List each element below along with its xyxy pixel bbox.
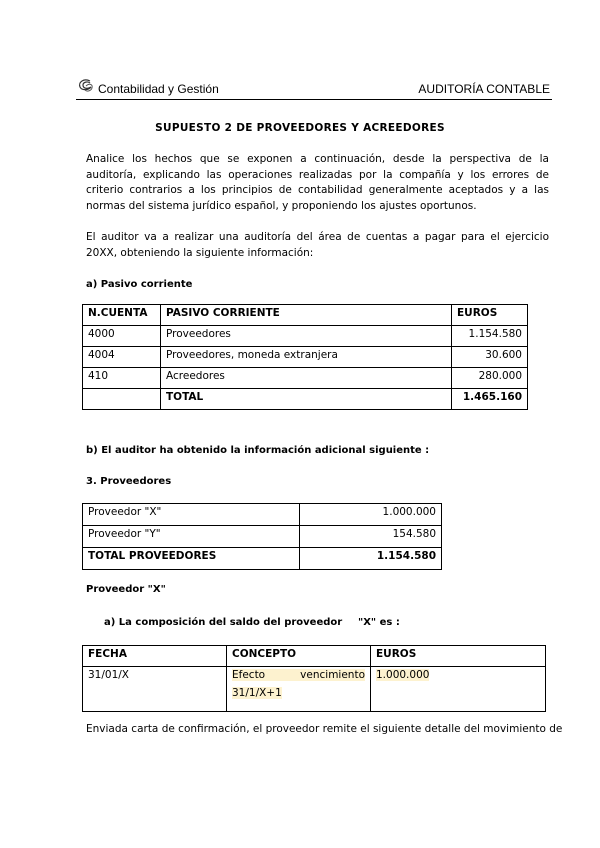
- table-total-row: [83, 548, 442, 570]
- section-b-heading: b) El auditor ha obtenido la información adicional siguiente :: [86, 445, 430, 456]
- column-header: EUROS: [371, 646, 546, 667]
- signature-logo-icon: [76, 78, 96, 94]
- section-name: AUDITORÍA CONTABLE: [418, 82, 550, 96]
- total-label: TOTAL: [161, 389, 452, 410]
- table-header-row: [83, 646, 546, 667]
- brand-name: Contabilidad y Gestión: [98, 82, 219, 96]
- concept-date: 31/1/X+1: [232, 687, 282, 699]
- table-total-row: [83, 389, 528, 410]
- column-header: EUROS: [452, 305, 528, 326]
- cell-provider: Proveedor "X": [83, 504, 300, 526]
- column-header: PASIVO CORRIENTE: [161, 305, 452, 326]
- cell-amount: 1.000.000: [300, 504, 442, 526]
- table-row: [83, 667, 546, 712]
- cell-amount: [371, 667, 546, 712]
- table-row: [83, 347, 528, 368]
- total-label: TOTAL PROVEEDORES: [83, 548, 300, 570]
- concept-line: [232, 669, 365, 681]
- composicion-suffix: "X" es :: [358, 617, 400, 628]
- cell-amount: 280.000: [452, 368, 528, 389]
- pasivo-table: [82, 304, 528, 410]
- table-row: [83, 326, 528, 347]
- cell-amount: 154.580: [300, 526, 442, 548]
- section-a-heading: a) Pasivo corriente: [86, 279, 193, 290]
- cell-concept: [227, 667, 371, 712]
- composicion-heading: a) La composición del saldo del proveedor: [104, 617, 343, 628]
- cell-description: Proveedores: [161, 326, 452, 347]
- cell-amount: 30.600: [452, 347, 528, 368]
- table-row: [83, 368, 528, 389]
- table-row: [83, 504, 442, 526]
- trailing-paragraph: Enviada carta de confirmación, el proveedor remite el siguiente detalle del movimiento de: [86, 723, 563, 735]
- concept-part: Efecto: [232, 669, 266, 681]
- table-header-row: [83, 305, 528, 326]
- cell-provider: Proveedor "Y": [83, 526, 300, 548]
- concept-part: vencimiento: [300, 669, 365, 681]
- cell-account: 4000: [83, 326, 161, 347]
- proveedores-table: [82, 503, 442, 570]
- amount-highlight: 1.000.000: [376, 669, 430, 681]
- column-header: FECHA: [83, 646, 227, 667]
- cell-amount: 1.154.580: [452, 326, 528, 347]
- column-header: CONCEPTO: [227, 646, 371, 667]
- cell-date: 31/01/X: [83, 667, 227, 712]
- cell-account: 410: [83, 368, 161, 389]
- composicion-table: [82, 645, 546, 712]
- total-value: 1.154.580: [300, 548, 442, 570]
- cell-description: Proveedores, moneda extranjera: [161, 347, 452, 368]
- total-value: 1.465.160: [452, 389, 528, 410]
- table-row: [83, 526, 442, 548]
- cell-account: 4004: [83, 347, 161, 368]
- column-header: N.CUENTA: [83, 305, 161, 326]
- page-header: [76, 76, 552, 100]
- page-title: SUPUESTO 2 DE PROVEEDORES Y ACREEDORES: [155, 122, 445, 134]
- cell-description: Acreedores: [161, 368, 452, 389]
- intro-paragraph: Analice los hechos que se exponen a continuación, desde la perspectiva de la auditoría, explicando las operaciones realizadas por la compañía y los errores de criterio contrarios a los principios de contabilidad generalmente aceptados y a las normas del sistema jurídico español, y proponiendo los ajustes oportunos.: [86, 153, 549, 212]
- cell-empty: [83, 389, 161, 410]
- auditor-paragraph: El auditor va a realizar una auditoría del área de cuentas a pagar para el ejercicio 20XX, obteniendo la siguiente información:: [86, 231, 549, 259]
- section-3-heading: 3. Proveedores: [86, 476, 172, 487]
- proveedor-x-heading: Proveedor "X": [86, 584, 166, 595]
